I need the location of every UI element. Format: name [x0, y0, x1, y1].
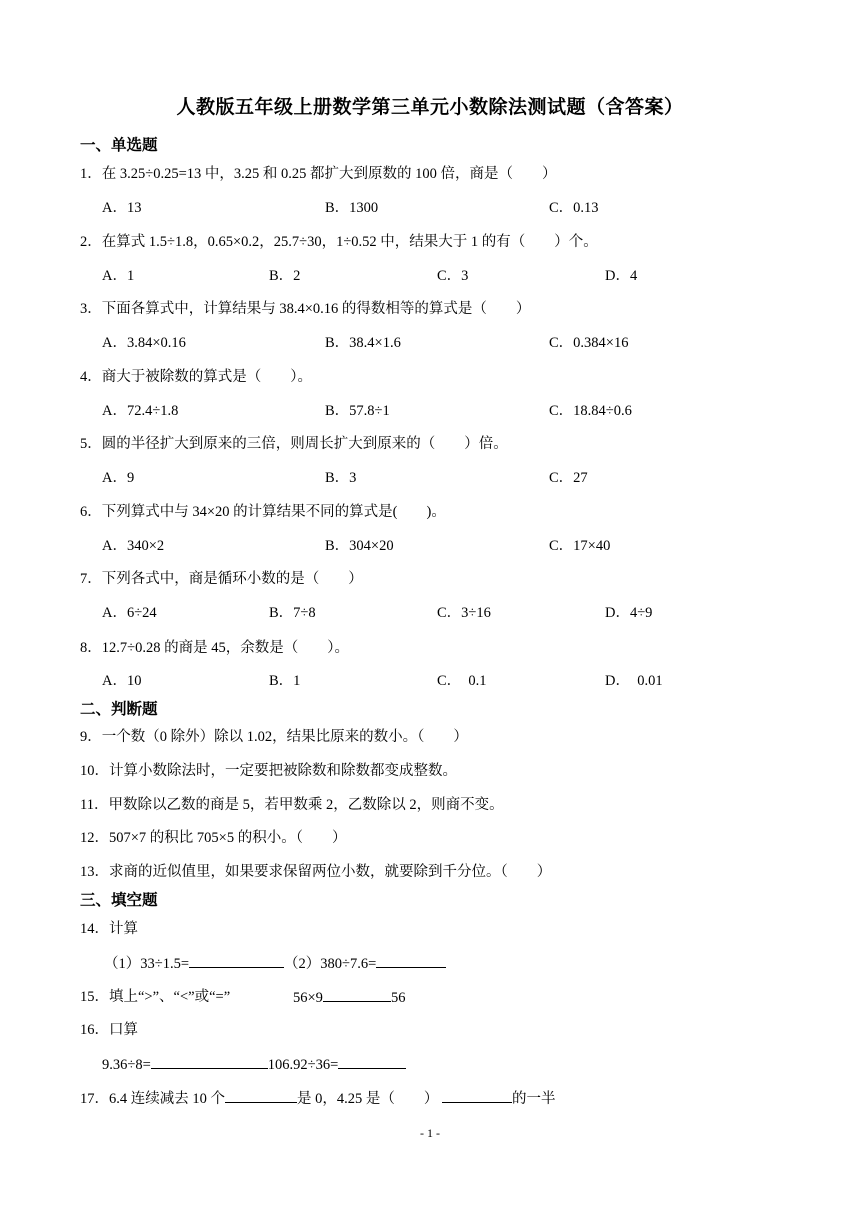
option-4a: A．72.4÷1.8: [102, 403, 179, 419]
question-16: 16．口算: [80, 1022, 138, 1038]
option-3c: C．0.384×16: [549, 335, 629, 351]
question-16-part-1: 9.36÷8=: [102, 1057, 151, 1073]
question-9: 9．一个数（0 除外）除以 1.02，结果比原来的数小。（ ）: [80, 729, 468, 745]
option-2c: C．3: [437, 268, 469, 284]
answer-blank[interactable]: [442, 1086, 512, 1103]
option-5a: A．9: [102, 470, 135, 486]
answer-blank[interactable]: [189, 951, 284, 968]
option-4b: B．57.8÷1: [325, 403, 390, 419]
option-5b: B．3: [325, 470, 357, 486]
question-13: 13．求商的近似值里，如果要求保留两位小数，就要除到千分位。（ ）: [80, 864, 552, 880]
question-8: 8．12.7÷0.28 的商是 45，余数是（ ）。: [80, 640, 349, 656]
question-12: 12．507×7 的积比 705×5 的积小。（ ）: [80, 830, 347, 846]
option-8a: A．10: [102, 673, 142, 689]
answer-blank[interactable]: [338, 1052, 406, 1069]
section-heading-fill-in: 三、填空题: [80, 891, 158, 909]
option-7a: A．6÷24: [102, 605, 157, 621]
question-4: 4．商大于被除数的算式是（ ）。: [80, 369, 312, 385]
question-17-part-2: 是 0，4.25 是（ ）: [297, 1091, 439, 1107]
question-16-part-2: 106.92÷36=: [267, 1057, 339, 1073]
option-8b: B．1: [269, 673, 301, 689]
option-7d: D．4÷9: [605, 605, 653, 621]
question-15: [80, 985, 230, 1006]
question-10: 10．计算小数除法时，一定要把被除数和除数都变成整数。: [80, 763, 457, 779]
page-number: - 1 -: [420, 1126, 440, 1140]
question-15-expression: [293, 985, 405, 1007]
question-14-items: [104, 951, 446, 973]
question-2: 2．在算式 1.5÷1.8，0.65×0.2，25.7÷30，1÷0.52 中，结果大于 1 的有（ ）个。: [80, 234, 598, 250]
option-6a: A．340×2: [102, 538, 165, 554]
answer-blank[interactable]: [151, 1052, 268, 1069]
option-2d: D．4: [605, 268, 638, 284]
question-17: [80, 1086, 556, 1108]
question-15-right: 56: [390, 990, 406, 1006]
option-8c: C． 0.1: [437, 673, 487, 689]
answer-blank[interactable]: [376, 951, 446, 968]
answer-blank[interactable]: [323, 985, 391, 1002]
question-1: 1．在 3.25÷0.25=13 中，3.25 和 0.25 都扩大到原数的 100 倍，商是（ ）: [80, 166, 557, 182]
option-3a: A．3.84×0.16: [102, 335, 186, 351]
option-5c: C．27: [549, 470, 588, 486]
question-17-part-3: 的一半: [512, 1091, 556, 1107]
question-15-stem: 15．填上“>”、“<”或“=”: [80, 989, 231, 1005]
question-14-part-1: （1）33÷1.5=: [104, 956, 190, 972]
question-14-part-2: （2）380÷7.6=: [284, 956, 377, 972]
option-7c: C．3÷16: [437, 605, 491, 621]
question-15-left: 56×9: [293, 990, 323, 1006]
question-14: 14．计算: [80, 921, 138, 937]
option-2b: B．2: [269, 268, 301, 284]
option-1a: A．13: [102, 200, 142, 216]
option-6b: B．304×20: [325, 538, 394, 554]
option-4c: C．18.84÷0.6: [549, 403, 632, 419]
section-heading-true-false: 二、判断题: [80, 700, 158, 718]
option-1c: C．0.13: [549, 200, 599, 216]
page-title: 人教版五年级上册数学第三单元小数除法测试题（含答案）: [176, 96, 684, 118]
answer-blank[interactable]: [225, 1086, 297, 1103]
question-11: 11．甲数除以乙数的商是 5，若甲数乘 2，乙数除以 2，则商不变。: [80, 797, 504, 813]
question-17-part-1: 17．6.4 连续减去 10 个: [80, 1091, 225, 1107]
option-6c: C．17×40: [549, 538, 611, 554]
option-1b: B．1300: [325, 200, 379, 216]
option-3b: B．38.4×1.6: [325, 335, 401, 351]
option-7b: B．7÷8: [269, 605, 316, 621]
question-5: 5．圆的半径扩大到原来的三倍，则周长扩大到原来的（ ）倍。: [80, 436, 508, 452]
option-2a: A．1: [102, 268, 135, 284]
question-3: 3．下面各算式中，计算结果与 38.4×0.16 的得数相等的算式是（ ）: [80, 301, 531, 317]
section-heading-single-choice: 一、单选题: [80, 136, 158, 154]
option-8d: D． 0.01: [605, 673, 663, 689]
question-16-items: [102, 1052, 406, 1074]
question-6: 6．下列算式中与 34×20 的计算结果不同的算式是( )。: [80, 504, 446, 520]
question-7: 7．下列各式中，商是循环小数的是（ ）: [80, 571, 363, 587]
